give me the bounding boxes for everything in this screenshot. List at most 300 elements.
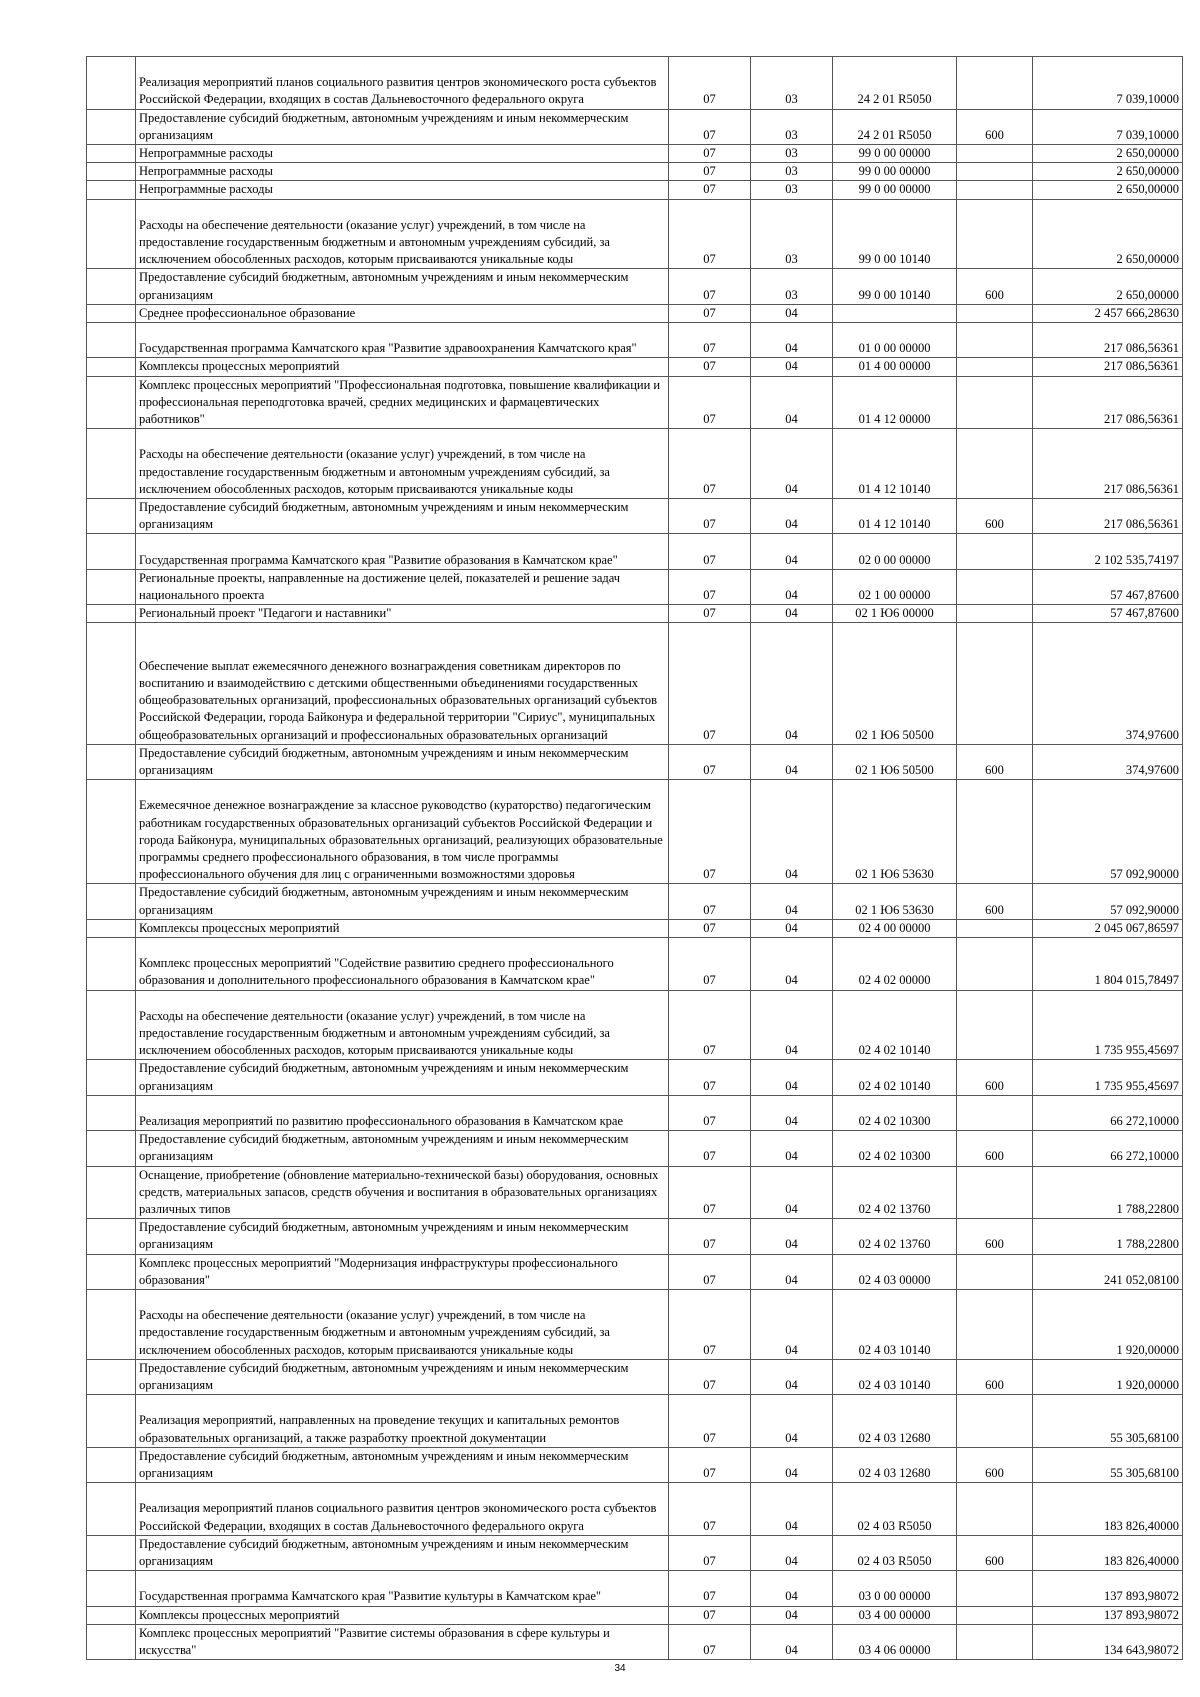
- target-article-cell: 02 1 Ю6 00000: [833, 605, 957, 623]
- subsection-code-cell: 04: [751, 605, 833, 623]
- amount-cell: 137 893,98072: [1033, 1571, 1183, 1606]
- target-article-cell: 99 0 00 10140: [833, 269, 957, 304]
- table-row: [87, 1166, 1183, 1219]
- blank-cell: [87, 269, 136, 304]
- expense-type-cell: [957, 605, 1033, 623]
- expense-type-cell: [957, 323, 1033, 358]
- expense-name-cell: Предоставление субсидий бюджетным, автономным учреждениям и иным некоммерческим организациям: [136, 1359, 669, 1394]
- subsection-code-cell: 03: [751, 163, 833, 181]
- subsection-code-cell: 04: [751, 1535, 833, 1570]
- target-article-cell: 02 4 02 10300: [833, 1095, 957, 1130]
- table-row: [87, 569, 1183, 604]
- subsection-code-cell: 03: [751, 145, 833, 163]
- amount-cell: 55 305,68100: [1033, 1395, 1183, 1448]
- blank-cell: [87, 623, 136, 744]
- subsection-code-cell: 04: [751, 1219, 833, 1254]
- expense-name-cell: Предоставление субсидий бюджетным, автономным учреждениям и иным некоммерческим организациям: [136, 1447, 669, 1482]
- expense-name-cell: Комплексы процессных мероприятий: [136, 358, 669, 376]
- table-row: [87, 358, 1183, 376]
- subsection-code-cell: 04: [751, 744, 833, 779]
- blank-cell: [87, 304, 136, 322]
- blank-cell: [87, 1447, 136, 1482]
- expense-type-cell: [957, 1483, 1033, 1536]
- amount-cell: 2 650,00000: [1033, 269, 1183, 304]
- expense-type-cell: [957, 938, 1033, 991]
- amount-cell: 241 052,08100: [1033, 1254, 1183, 1289]
- target-article-cell: 02 1 Ю6 53630: [833, 884, 957, 919]
- blank-cell: [87, 1131, 136, 1166]
- expense-name-cell: Предоставление субсидий бюджетным, автономным учреждениям и иным некоммерческим организациям: [136, 1060, 669, 1095]
- section-code-cell: 07: [669, 569, 751, 604]
- table-row: [87, 1359, 1183, 1394]
- amount-cell: 57 467,87600: [1033, 605, 1183, 623]
- subsection-code-cell: 04: [751, 376, 833, 429]
- section-code-cell: 07: [669, 163, 751, 181]
- blank-cell: [87, 1535, 136, 1570]
- subsection-code-cell: 03: [751, 57, 833, 110]
- budget-table-body: [87, 57, 1183, 1660]
- amount-cell: 66 272,10000: [1033, 1131, 1183, 1166]
- blank-cell: [87, 1166, 136, 1219]
- section-code-cell: 07: [669, 269, 751, 304]
- section-code-cell: 07: [669, 1095, 751, 1130]
- table-row: [87, 1060, 1183, 1095]
- target-article-cell: 01 4 12 00000: [833, 376, 957, 429]
- subsection-code-cell: 04: [751, 1131, 833, 1166]
- target-article-cell: 02 1 00 00000: [833, 569, 957, 604]
- expense-name-cell: Расходы на обеспечение деятельности (оказание услуг) учреждений, в том числе на предоставление государственным бюджетным и автономным учреждениям субсидий, за исключением обособленных расходов, которым присваиваются уникальные коды: [136, 1290, 669, 1360]
- table-row: [87, 1290, 1183, 1360]
- table-row: [87, 1095, 1183, 1130]
- section-code-cell: 07: [669, 499, 751, 534]
- expense-name-cell: Реализация мероприятий, направленных на проведение текущих и капитальных ремонтов образовательных организаций, а также разработку проектной документации: [136, 1395, 669, 1448]
- expense-type-cell: 600: [957, 884, 1033, 919]
- expense-name-cell: Предоставление субсидий бюджетным, автономным учреждениям и иным некоммерческим организациям: [136, 1535, 669, 1570]
- expense-name-cell: Обеспечение выплат ежемесячного денежного вознаграждения советникам директоров по воспитанию и взаимодействию с детскими общественными объединениями государственных общеобразовательных организаций, профессиональных образовательных организаций субъектов Российской Федерации, города Байконура и федеральной территории "Сириус", муниципальных общеобразовательных организаций и профессиональных образовательных организаций: [136, 623, 669, 744]
- amount-cell: 55 305,68100: [1033, 1447, 1183, 1482]
- amount-cell: 217 086,56361: [1033, 499, 1183, 534]
- section-code-cell: 07: [669, 1060, 751, 1095]
- expense-name-cell: Предоставление субсидий бюджетным, автономным учреждениям и иным некоммерческим организациям: [136, 884, 669, 919]
- expense-type-cell: [957, 1290, 1033, 1360]
- section-code-cell: 07: [669, 1606, 751, 1624]
- subsection-code-cell: 04: [751, 990, 833, 1060]
- expense-type-cell: 600: [957, 1131, 1033, 1166]
- amount-cell: 1 920,00000: [1033, 1359, 1183, 1394]
- section-code-cell: 07: [669, 1535, 751, 1570]
- expense-name-cell: Расходы на обеспечение деятельности (оказание услуг) учреждений, в том числе на предоставление государственным бюджетным и автономным учреждениям субсидий, за исключением обособленных расходов, которым присваиваются уникальные коды: [136, 990, 669, 1060]
- amount-cell: 2 045 067,86597: [1033, 919, 1183, 937]
- expense-type-cell: 600: [957, 109, 1033, 144]
- section-code-cell: 07: [669, 304, 751, 322]
- section-code-cell: 07: [669, 1290, 751, 1360]
- table-row: [87, 1624, 1183, 1659]
- expense-name-cell: Комплексы процессных мероприятий: [136, 1606, 669, 1624]
- expense-type-cell: [957, 1095, 1033, 1130]
- section-code-cell: 07: [669, 744, 751, 779]
- blank-cell: [87, 1483, 136, 1536]
- expense-name-cell: Государственная программа Камчатского края "Развитие здравоохранения Камчатского края": [136, 323, 669, 358]
- table-row: [87, 623, 1183, 744]
- expense-type-cell: [957, 990, 1033, 1060]
- expense-type-cell: [957, 780, 1033, 884]
- expense-name-cell: Комплекс процессных мероприятий "Развитие системы образования в сфере культуры и искусства": [136, 1624, 669, 1659]
- target-article-cell: 01 4 00 00000: [833, 358, 957, 376]
- target-article-cell: 02 1 Ю6 50500: [833, 744, 957, 779]
- section-code-cell: 07: [669, 623, 751, 744]
- expense-name-cell: Реализация мероприятий планов социального развития центров экономического роста субъектов Российской Федерации, входящих в состав Дальневосточного федерального округа: [136, 57, 669, 110]
- expense-type-cell: 600: [957, 1447, 1033, 1482]
- amount-cell: 2 650,00000: [1033, 145, 1183, 163]
- table-row: [87, 269, 1183, 304]
- expense-type-cell: [957, 145, 1033, 163]
- table-row: [87, 1254, 1183, 1289]
- expense-name-cell: Предоставление субсидий бюджетным, автономным учреждениям и иным некоммерческим организациям: [136, 1131, 669, 1166]
- expense-type-cell: [957, 57, 1033, 110]
- blank-cell: [87, 145, 136, 163]
- expense-name-cell: Реализация мероприятий планов социального развития центров экономического роста субъектов Российской Федерации, входящих в состав Дальневосточного федерального округа: [136, 1483, 669, 1536]
- expense-name-cell: Ежемесячное денежное вознаграждение за классное руководство (кураторство) педагогическим работникам государственных образовательных организаций субъектов Российской Федерации и города Байконура, муниципальных образовательных организаций, реализующих образовательные программы среднего профессионального образования, в том числе программы профессионального обучения для лиц с ограниченными возможностями здоровья: [136, 780, 669, 884]
- target-article-cell: 99 0 00 00000: [833, 145, 957, 163]
- blank-cell: [87, 780, 136, 884]
- table-row: [87, 1131, 1183, 1166]
- expense-name-cell: Государственная программа Камчатского края "Развитие образования в Камчатском крае": [136, 534, 669, 569]
- target-article-cell: 03 4 06 00000: [833, 1624, 957, 1659]
- subsection-code-cell: 03: [751, 181, 833, 199]
- section-code-cell: 07: [669, 1254, 751, 1289]
- target-article-cell: 01 4 12 10140: [833, 499, 957, 534]
- subsection-code-cell: 04: [751, 1060, 833, 1095]
- table-row: [87, 884, 1183, 919]
- subsection-code-cell: 04: [751, 429, 833, 499]
- section-code-cell: 07: [669, 605, 751, 623]
- subsection-code-cell: 04: [751, 1290, 833, 1360]
- expense-name-cell: Непрограммные расходы: [136, 163, 669, 181]
- expense-name-cell: Непрограммные расходы: [136, 145, 669, 163]
- expense-type-cell: [957, 304, 1033, 322]
- expense-type-cell: [957, 919, 1033, 937]
- target-article-cell: 02 4 03 10140: [833, 1290, 957, 1360]
- expense-name-cell: Комплекс процессных мероприятий "Профессиональная подготовка, повышение квалификации и профессиональная переподготовка врачей, средних медицинских и фармацевтических работников": [136, 376, 669, 429]
- blank-cell: [87, 163, 136, 181]
- expense-type-cell: [957, 1571, 1033, 1606]
- section-code-cell: 07: [669, 780, 751, 884]
- blank-cell: [87, 1571, 136, 1606]
- table-row: [87, 376, 1183, 429]
- section-code-cell: 07: [669, 1624, 751, 1659]
- target-article-cell: 03 0 00 00000: [833, 1571, 957, 1606]
- expense-name-cell: Предоставление субсидий бюджетным, автономным учреждениям и иным некоммерческим организациям: [136, 1219, 669, 1254]
- target-article-cell: 99 0 00 10140: [833, 199, 957, 269]
- amount-cell: 2 650,00000: [1033, 199, 1183, 269]
- section-code-cell: 07: [669, 429, 751, 499]
- table-row: [87, 605, 1183, 623]
- subsection-code-cell: 04: [751, 1395, 833, 1448]
- amount-cell: 217 086,56361: [1033, 376, 1183, 429]
- subsection-code-cell: 04: [751, 1254, 833, 1289]
- subsection-code-cell: 03: [751, 109, 833, 144]
- expense-name-cell: Расходы на обеспечение деятельности (оказание услуг) учреждений, в том числе на предоставление государственным бюджетным и автономным учреждениям субсидий, за исключением обособленных расходов, которым присваиваются уникальные коды: [136, 199, 669, 269]
- subsection-code-cell: 04: [751, 884, 833, 919]
- section-code-cell: 07: [669, 1447, 751, 1482]
- expense-type-cell: 600: [957, 1535, 1033, 1570]
- blank-cell: [87, 1606, 136, 1624]
- blank-cell: [87, 919, 136, 937]
- section-code-cell: 07: [669, 919, 751, 937]
- amount-cell: 7 039,10000: [1033, 57, 1183, 110]
- expense-name-cell: Расходы на обеспечение деятельности (оказание услуг) учреждений, в том числе на предоставление государственным бюджетным и автономным учреждениям субсидий, за исключением обособленных расходов, которым присваиваются уникальные коды: [136, 429, 669, 499]
- page-number: 34: [614, 1663, 626, 1674]
- blank-cell: [87, 199, 136, 269]
- section-code-cell: 07: [669, 181, 751, 199]
- section-code-cell: 07: [669, 1131, 751, 1166]
- target-article-cell: 02 4 03 10140: [833, 1359, 957, 1394]
- target-article-cell: 02 4 02 10300: [833, 1131, 957, 1166]
- expense-name-cell: Реализация мероприятий по развитию профессионального образования в Камчатском крае: [136, 1095, 669, 1130]
- table-row: [87, 744, 1183, 779]
- table-row: [87, 1219, 1183, 1254]
- subsection-code-cell: 04: [751, 1359, 833, 1394]
- target-article-cell: 02 4 02 10140: [833, 1060, 957, 1095]
- target-article-cell: 03 4 00 00000: [833, 1606, 957, 1624]
- amount-cell: 2 650,00000: [1033, 163, 1183, 181]
- section-code-cell: 07: [669, 1166, 751, 1219]
- target-article-cell: 02 4 03 00000: [833, 1254, 957, 1289]
- table-row: [87, 499, 1183, 534]
- amount-cell: 134 643,98072: [1033, 1624, 1183, 1659]
- table-row: [87, 534, 1183, 569]
- section-code-cell: 07: [669, 990, 751, 1060]
- amount-cell: 57 467,87600: [1033, 569, 1183, 604]
- table-row: [87, 1571, 1183, 1606]
- table-row: [87, 938, 1183, 991]
- table-row: [87, 1606, 1183, 1624]
- amount-cell: 1 804 015,78497: [1033, 938, 1183, 991]
- amount-cell: 217 086,56361: [1033, 429, 1183, 499]
- blank-cell: [87, 744, 136, 779]
- target-article-cell: 02 4 03 R5050: [833, 1535, 957, 1570]
- blank-cell: [87, 323, 136, 358]
- expense-type-cell: [957, 199, 1033, 269]
- subsection-code-cell: 04: [751, 938, 833, 991]
- table-row: [87, 57, 1183, 110]
- amount-cell: 1 735 955,45697: [1033, 1060, 1183, 1095]
- expense-type-cell: 600: [957, 269, 1033, 304]
- target-article-cell: 99 0 00 00000: [833, 181, 957, 199]
- amount-cell: 66 272,10000: [1033, 1095, 1183, 1130]
- blank-cell: [87, 1060, 136, 1095]
- amount-cell: 1 920,00000: [1033, 1290, 1183, 1360]
- blank-cell: [87, 358, 136, 376]
- target-article-cell: 02 4 02 10140: [833, 990, 957, 1060]
- expense-type-cell: [957, 534, 1033, 569]
- subsection-code-cell: 04: [751, 569, 833, 604]
- table-row: [87, 1395, 1183, 1448]
- section-code-cell: 07: [669, 199, 751, 269]
- subsection-code-cell: 04: [751, 358, 833, 376]
- section-code-cell: 07: [669, 1219, 751, 1254]
- expense-type-cell: 600: [957, 499, 1033, 534]
- blank-cell: [87, 499, 136, 534]
- expense-name-cell: Непрограммные расходы: [136, 181, 669, 199]
- amount-cell: 1 788,22800: [1033, 1166, 1183, 1219]
- expense-name-cell: Предоставление субсидий бюджетным, автономным учреждениям и иным некоммерческим организациям: [136, 499, 669, 534]
- amount-cell: 183 826,40000: [1033, 1535, 1183, 1570]
- target-article-cell: 02 4 02 13760: [833, 1219, 957, 1254]
- subsection-code-cell: 04: [751, 919, 833, 937]
- expense-name-cell: Региональный проект "Педагоги и наставники": [136, 605, 669, 623]
- blank-cell: [87, 884, 136, 919]
- subsection-code-cell: 04: [751, 534, 833, 569]
- target-article-cell: 01 0 00 00000: [833, 323, 957, 358]
- target-article-cell: 02 4 03 12680: [833, 1395, 957, 1448]
- blank-cell: [87, 605, 136, 623]
- section-code-cell: 07: [669, 884, 751, 919]
- expense-type-cell: 600: [957, 744, 1033, 779]
- amount-cell: 374,97600: [1033, 744, 1183, 779]
- expense-type-cell: [957, 181, 1033, 199]
- expense-name-cell: Предоставление субсидий бюджетным, автономным учреждениям и иным некоммерческим организациям: [136, 109, 669, 144]
- expense-type-cell: [957, 1624, 1033, 1659]
- section-code-cell: 07: [669, 1483, 751, 1536]
- section-code-cell: 07: [669, 323, 751, 358]
- expense-type-cell: [957, 623, 1033, 744]
- expense-name-cell: Комплекс процессных мероприятий "Модернизация инфраструктуры профессионального образования": [136, 1254, 669, 1289]
- amount-cell: 183 826,40000: [1033, 1483, 1183, 1536]
- subsection-code-cell: 03: [751, 269, 833, 304]
- subsection-code-cell: 04: [751, 323, 833, 358]
- blank-cell: [87, 181, 136, 199]
- amount-cell: 57 092,90000: [1033, 884, 1183, 919]
- section-code-cell: 07: [669, 534, 751, 569]
- table-row: [87, 323, 1183, 358]
- section-code-cell: 07: [669, 1359, 751, 1394]
- expense-type-cell: [957, 1606, 1033, 1624]
- blank-cell: [87, 1290, 136, 1360]
- table-row: [87, 1483, 1183, 1536]
- table-row: [87, 1447, 1183, 1482]
- expense-type-cell: [957, 429, 1033, 499]
- blank-cell: [87, 1095, 136, 1130]
- section-code-cell: 07: [669, 109, 751, 144]
- expense-type-cell: [957, 1166, 1033, 1219]
- blank-cell: [87, 990, 136, 1060]
- table-row: [87, 181, 1183, 199]
- subsection-code-cell: 04: [751, 1095, 833, 1130]
- subsection-code-cell: 04: [751, 1447, 833, 1482]
- expense-type-cell: 600: [957, 1060, 1033, 1095]
- expense-type-cell: [957, 376, 1033, 429]
- target-article-cell: 02 4 03 R5050: [833, 1483, 957, 1536]
- target-article-cell: [833, 304, 957, 322]
- subsection-code-cell: 04: [751, 304, 833, 322]
- blank-cell: [87, 1254, 136, 1289]
- subsection-code-cell: 04: [751, 1166, 833, 1219]
- amount-cell: 1 788,22800: [1033, 1219, 1183, 1254]
- section-code-cell: 07: [669, 358, 751, 376]
- blank-cell: [87, 569, 136, 604]
- section-code-cell: 07: [669, 145, 751, 163]
- blank-cell: [87, 534, 136, 569]
- amount-cell: 217 086,56361: [1033, 323, 1183, 358]
- target-article-cell: 02 4 03 12680: [833, 1447, 957, 1482]
- blank-cell: [87, 109, 136, 144]
- amount-cell: 137 893,98072: [1033, 1606, 1183, 1624]
- expense-name-cell: Государственная программа Камчатского края "Развитие культуры в Камчатском крае": [136, 1571, 669, 1606]
- target-article-cell: 01 4 12 10140: [833, 429, 957, 499]
- amount-cell: 1 735 955,45697: [1033, 990, 1183, 1060]
- expense-name-cell: Комплексы процессных мероприятий: [136, 919, 669, 937]
- target-article-cell: 99 0 00 00000: [833, 163, 957, 181]
- amount-cell: 2 102 535,74197: [1033, 534, 1183, 569]
- subsection-code-cell: 04: [751, 780, 833, 884]
- blank-cell: [87, 1395, 136, 1448]
- subsection-code-cell: 04: [751, 1606, 833, 1624]
- expense-type-cell: [957, 358, 1033, 376]
- target-article-cell: 02 0 00 00000: [833, 534, 957, 569]
- expense-name-cell: Предоставление субсидий бюджетным, автономным учреждениям и иным некоммерческим организациям: [136, 744, 669, 779]
- target-article-cell: 02 4 00 00000: [833, 919, 957, 937]
- section-code-cell: 07: [669, 1395, 751, 1448]
- expense-type-cell: [957, 1254, 1033, 1289]
- blank-cell: [87, 429, 136, 499]
- subsection-code-cell: 03: [751, 199, 833, 269]
- blank-cell: [87, 376, 136, 429]
- expense-type-cell: 600: [957, 1219, 1033, 1254]
- target-article-cell: 02 4 02 13760: [833, 1166, 957, 1219]
- table-row: [87, 990, 1183, 1060]
- amount-cell: 217 086,56361: [1033, 358, 1183, 376]
- table-row: [87, 1535, 1183, 1570]
- section-code-cell: 07: [669, 57, 751, 110]
- target-article-cell: 02 1 Ю6 53630: [833, 780, 957, 884]
- table-row: [87, 199, 1183, 269]
- target-article-cell: 24 2 01 R5050: [833, 109, 957, 144]
- subsection-code-cell: 04: [751, 623, 833, 744]
- expense-type-cell: [957, 1395, 1033, 1448]
- expense-name-cell: Региональные проекты, направленные на достижение целей, показателей и решение задач национального проекта: [136, 569, 669, 604]
- amount-cell: 57 092,90000: [1033, 780, 1183, 884]
- budget-table: [86, 56, 1183, 1660]
- subsection-code-cell: 04: [751, 1483, 833, 1536]
- table-row: [87, 163, 1183, 181]
- subsection-code-cell: 04: [751, 1571, 833, 1606]
- expense-name-cell: Среднее профессиональное образование: [136, 304, 669, 322]
- target-article-cell: 02 4 02 00000: [833, 938, 957, 991]
- expense-type-cell: [957, 163, 1033, 181]
- table-row: [87, 109, 1183, 144]
- expense-name-cell: Оснащение, приобретение (обновление материально-технической базы) оборудования, основных средств, материальных запасов, средств обучения и воспитания в образовательных организациях различных типов: [136, 1166, 669, 1219]
- expense-name-cell: Комплекс процессных мероприятий "Содействие развитию среднего профессионального образования и дополнительного профессионального образования в Камчатском крае": [136, 938, 669, 991]
- target-article-cell: 24 2 01 R5050: [833, 57, 957, 110]
- table-row: [87, 304, 1183, 322]
- section-code-cell: 07: [669, 938, 751, 991]
- expense-name-cell: Предоставление субсидий бюджетным, автономным учреждениям и иным некоммерческим организациям: [136, 269, 669, 304]
- subsection-code-cell: 04: [751, 1624, 833, 1659]
- amount-cell: 7 039,10000: [1033, 109, 1183, 144]
- table-row: [87, 429, 1183, 499]
- section-code-cell: 07: [669, 376, 751, 429]
- blank-cell: [87, 57, 136, 110]
- expense-type-cell: 600: [957, 1359, 1033, 1394]
- blank-cell: [87, 1624, 136, 1659]
- table-row: [87, 919, 1183, 937]
- subsection-code-cell: 04: [751, 499, 833, 534]
- table-row: [87, 780, 1183, 884]
- blank-cell: [87, 1359, 136, 1394]
- blank-cell: [87, 938, 136, 991]
- amount-cell: 374,97600: [1033, 623, 1183, 744]
